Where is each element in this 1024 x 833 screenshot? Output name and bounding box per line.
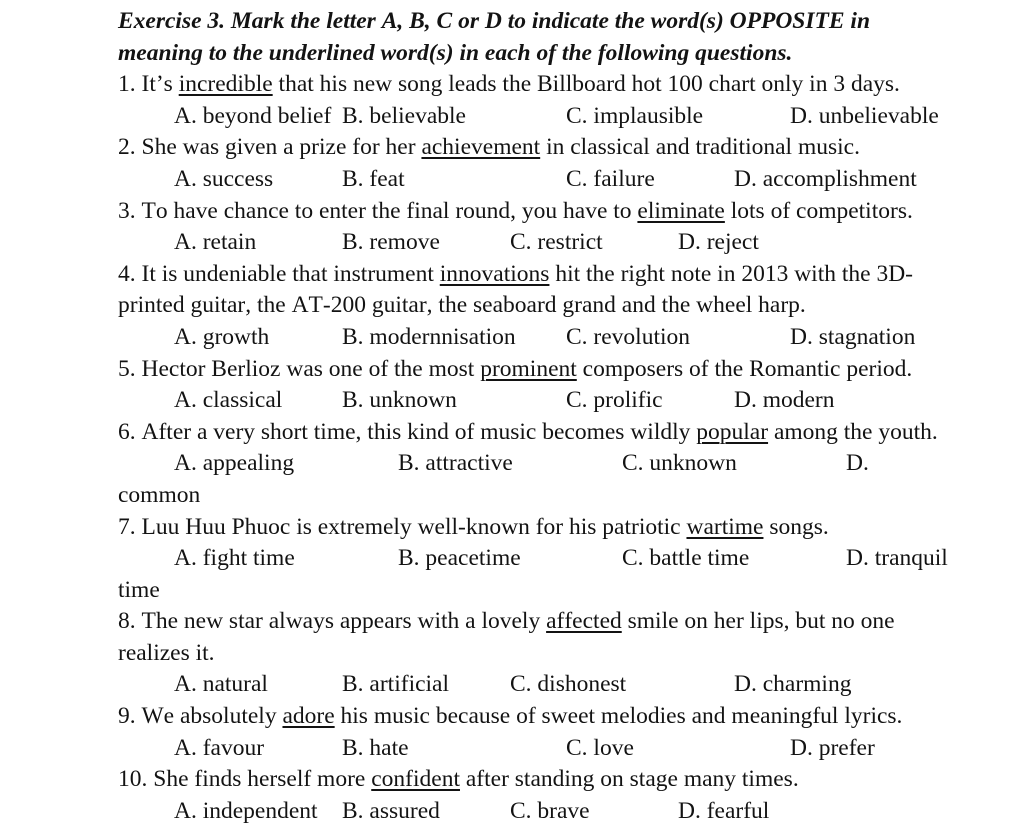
option-a: A. favour — [174, 734, 265, 761]
option-a: A. fight time — [174, 545, 295, 572]
question-number: 6. — [118, 418, 136, 445]
question-text-post: lots of competitors. — [724, 197, 913, 224]
question-text-pre: She was given a prize for her — [141, 134, 422, 161]
question-text-post: songs. — [763, 513, 829, 540]
question-text-post: composers of the Romantic period. — [576, 355, 913, 382]
option-b: B. hate — [342, 734, 409, 761]
question-9 — [118, 701, 1024, 764]
option-b: B. feat — [342, 165, 405, 192]
question-2-options-row — [118, 164, 963, 196]
question-text-pre: The new star always appears with a lovely — [141, 608, 547, 635]
option-a: A. appealing — [174, 450, 295, 477]
question-text-pre: It’s — [141, 71, 179, 98]
option-b: B. assured — [342, 797, 440, 824]
question-2-sentence — [118, 132, 958, 164]
question-5-sentence — [118, 354, 958, 386]
option-d: D. tranquil time — [118, 545, 954, 603]
option-d: D. accomplishment — [734, 165, 917, 192]
question-number: 4. — [118, 260, 136, 287]
underlined-word: wartime — [686, 513, 764, 540]
option-a: A. success — [174, 165, 274, 192]
question-number: 5. — [118, 355, 136, 382]
question-1 — [118, 69, 1024, 132]
question-7-options-row — [118, 543, 968, 606]
option-c: C. restrict — [510, 229, 603, 256]
option-b: B. unknown — [342, 387, 457, 414]
option-d: D. unbelievable — [790, 102, 939, 129]
question-text-pre: Luu Huu Phuoc is extremely well-known for his patriotic — [141, 513, 687, 540]
question-3-options-row — [118, 227, 963, 259]
question-number: 3. — [118, 197, 136, 224]
question-text-post: his music because of sweet melodies and meaningful lyrics. — [334, 703, 903, 730]
question-10 — [118, 764, 1024, 827]
question-6-sentence — [118, 417, 958, 449]
option-d: D. prefer — [790, 734, 875, 761]
question-7 — [118, 512, 1024, 607]
question-text-pre: She finds herself more — [153, 766, 372, 793]
option-d: D. modern — [734, 387, 835, 414]
underlined-word: adore — [282, 703, 335, 730]
option-d: D. common — [118, 450, 875, 508]
question-10-options-row — [118, 796, 963, 828]
option-a: A. classical — [174, 387, 283, 414]
exercise-heading: Exercise 3. Mark the letter A, B, C or D to indicate the word(s) OPPOSITE in meaning to the underlined word(s) in each of the following questions. — [118, 8, 871, 66]
option-c: C. failure — [566, 165, 655, 192]
question-text-post: after standing on stage many times. — [459, 766, 799, 793]
underlined-word: innovations — [439, 260, 550, 287]
option-d: D. stagnation — [790, 323, 916, 350]
question-5 — [118, 354, 1024, 417]
option-c: C. unknown — [622, 450, 737, 477]
option-c: C. dishonest — [510, 671, 627, 698]
question-2 — [118, 132, 1024, 195]
option-a: A. retain — [174, 229, 257, 256]
option-b: B. modernnisation — [342, 323, 516, 350]
question-1-options-row — [118, 101, 963, 133]
option-a: A. natural — [174, 671, 268, 698]
question-text-pre: After a very short time, this kind of music becomes wildly — [141, 418, 697, 445]
question-10-sentence — [118, 764, 958, 796]
option-d: D. fearful — [678, 797, 770, 824]
question-9-options-row — [118, 733, 963, 765]
question-text-pre: To have chance to enter the final round, you have to — [141, 197, 638, 224]
question-4 — [118, 259, 1024, 354]
option-c: C. battle time — [622, 545, 750, 572]
option-c: C. revolution — [566, 323, 691, 350]
question-3-sentence — [118, 196, 958, 228]
option-c: C. love — [566, 734, 634, 761]
question-text-post: smile on her lips, but no one realizes it. — [118, 608, 895, 666]
underlined-word: affected — [546, 608, 622, 635]
question-number: 2. — [118, 134, 136, 161]
question-number: 1. — [118, 71, 136, 98]
option-b: B. artificial — [342, 671, 450, 698]
question-number: 8. — [118, 608, 136, 635]
question-text-pre: It is undeniable that instrument — [141, 260, 440, 287]
underlined-word: prominent — [480, 355, 577, 382]
question-4-sentence — [118, 259, 958, 322]
option-b: B. remove — [342, 229, 440, 256]
option-c: C. brave — [510, 797, 590, 824]
option-b: B. believable — [342, 102, 466, 129]
question-6 — [118, 417, 1024, 512]
question-1-sentence — [118, 69, 958, 101]
question-3 — [118, 196, 1024, 259]
underlined-word: confident — [371, 766, 460, 793]
underlined-word: incredible — [178, 71, 273, 98]
option-c: C. prolific — [566, 387, 663, 414]
option-d: D. charming — [734, 671, 852, 698]
question-text-post: in classical and traditional music. — [540, 134, 860, 161]
question-8-options-row — [118, 669, 963, 701]
question-8 — [118, 606, 1024, 701]
underlined-word: popular — [696, 418, 769, 445]
option-a: A. growth — [174, 323, 270, 350]
question-number: 9. — [118, 703, 136, 730]
question-8-sentence — [118, 606, 958, 669]
question-4-options-row — [118, 322, 963, 354]
option-a: A. independent — [174, 797, 318, 824]
option-b: B. peacetime — [398, 545, 521, 572]
question-number: 7. — [118, 513, 136, 540]
question-5-options-row — [118, 385, 963, 417]
question-text-pre: We absolutely — [141, 703, 283, 730]
option-b: B. attractive — [398, 450, 513, 477]
question-6-options-row — [118, 448, 888, 511]
question-9-sentence — [118, 701, 958, 733]
option-c: C. implausible — [566, 102, 704, 129]
option-d: D. reject — [678, 229, 759, 256]
underlined-word: achievement — [421, 134, 541, 161]
question-text-post: among the youth. — [768, 418, 938, 445]
underlined-word: eliminate — [637, 197, 725, 224]
question-number: 10. — [118, 766, 148, 793]
question-7-sentence — [118, 512, 958, 544]
option-a: A. beyond belief — [174, 102, 332, 129]
question-text-post: that his new song leads the Billboard hot 100 chart only in 3 days. — [272, 71, 900, 98]
question-text-post: hit the right note in 2013 with the 3D-printed guitar, the AT-200 guitar, the seaboard grand and the wheel harp. — [118, 260, 913, 319]
question-text-pre: Hector Berlioz was one of the most — [141, 355, 481, 382]
